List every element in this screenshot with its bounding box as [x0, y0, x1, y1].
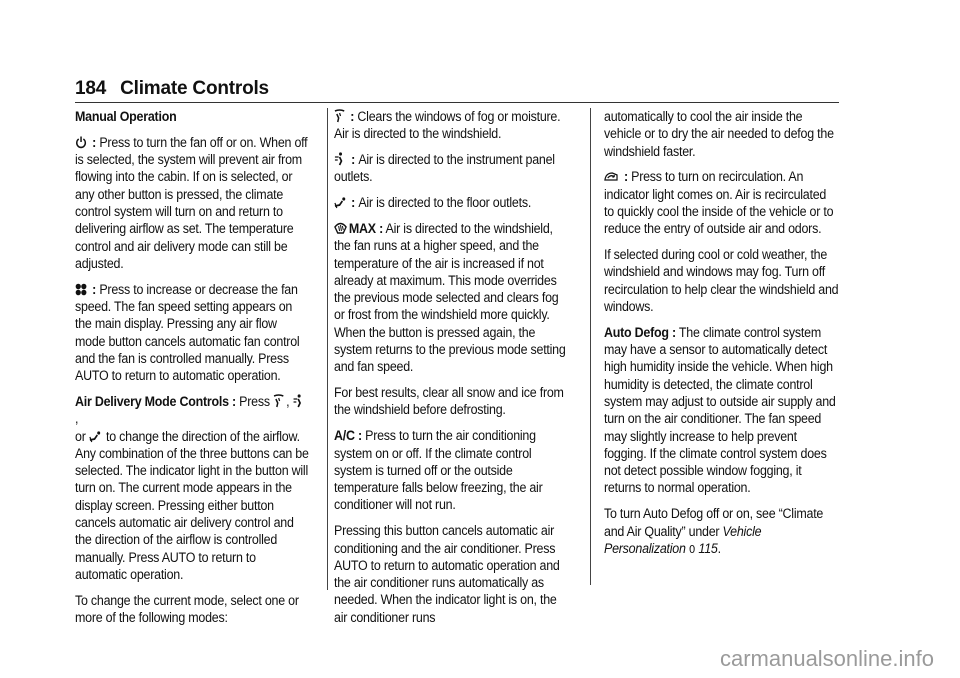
windshield-defrost-icon [334, 109, 345, 123]
paragraph-continued: automatically to cool the air inside the vehicle or to dry the air needed to defog the windshield faster. [604, 109, 834, 159]
max-defrost-icon [334, 221, 347, 235]
page-reference[interactable]: 115 [698, 540, 718, 556]
page-arrow-icon: 0 [688, 542, 696, 556]
header-rule [75, 102, 839, 103]
auto-defog-label: Auto Defog : [604, 324, 676, 340]
watermark: carmanualsonline.info [719, 646, 934, 671]
column-3 [604, 108, 838, 567]
page-header [75, 78, 839, 100]
vehicle-personalization-link[interactable]: Vehicle Personalization [604, 523, 762, 556]
page-title: Climate Controls [120, 78, 269, 99]
panel-vent-icon [293, 394, 305, 408]
max-label: MAX : [348, 220, 383, 236]
floor-vent-icon [334, 197, 346, 209]
paragraph-fan-off: : Press to turn the fan off or on. When off is selected, the system will prevent air from flowing into the cabin. If on is selected, or any other button is pressed, the climate control system will turn on and return to delivering airflow as set. The temperature control and air delivery mode can still be adjusted. [75, 134, 308, 271]
section-heading: Manual Operation [75, 109, 177, 124]
paragraph-change-mode: To change the current mode, select one or more of the following modes: [75, 592, 299, 626]
page-number: 184 [75, 78, 107, 99]
panel-vent-icon [334, 152, 346, 166]
ac-label: A/C : [334, 428, 362, 444]
power-icon [75, 136, 87, 149]
paragraph-pressing: Pressing this button cancels automatic air conditioning and the air conditioner. Press AUTO to return to automatic operation and the air conditioner runs automatically as needed. When the indicator light is on, the air conditioner runs [334, 523, 560, 625]
paragraph-max: MAX : Air is directed to the windshield, the fan runs at a higher speed, and the temperature of the air is increased if not already at maximum. This mode overrides the previous mode selected and clears fog or frost from the windshield more quickly. When the button is pressed again, the system returns to the previous mode setting and fan speed. [334, 220, 566, 375]
windshield-defrost-icon [273, 394, 284, 408]
recirculation-icon [604, 171, 619, 183]
paragraph-recirc: : Press to turn on recirculation. An indicator light comes on. Air is recirculated to quickly cool the inside of the vehicle or to reduce the entry of outside air and odors. [604, 169, 834, 237]
paragraph-air-delivery: Air Delivery Mode Controls : Press , , or to change the direction of the airflow. Any combination of the three buttons can be selected. The indicator light in the button will turn on. The current mode appears in the display screen. Pressing either button cancels automatic air delivery control and the direction of the airflow is controlled manually. Press AUTO to return to automatic operation. [75, 393, 309, 582]
column-divider [590, 108, 591, 585]
fan-icon [75, 283, 87, 296]
paragraph-toggle: To turn Auto Defog off or on, see “Climate and Air Quality” under Vehicle Personalization 0 115. [604, 506, 824, 556]
paragraph-auto-defog: Auto Defog : The climate control system may have a sensor to automatically detect high humidity inside the vehicle. When high humidity is detected, the climate control system may adjust to outside air supply and turn on the air conditioner. The fan speed may slightly increase to help prevent fogging. If the climate control system does not detect possible window fogging, it returns to normal operation. [604, 324, 836, 496]
paragraph-cold-weather: If selected during cool or cold weather, the windshield and windows may fog. Turn off recirculation to help clear the windshield and windows. [604, 247, 839, 314]
floor-vent-icon [89, 431, 101, 443]
paragraph-ac: A/C : Press to turn the air conditioning system on or off. If the climate control system is turned off or the outside temperature falls below freezing, the air conditioner will not run. [334, 428, 543, 513]
column-2 [334, 108, 568, 635]
paragraph-best-results: For best results, clear all snow and ice from the windshield before defrosting. [334, 385, 564, 418]
column-divider [327, 108, 328, 590]
paragraph-panel: : Air is directed to the instrument panel outlets. [334, 152, 555, 185]
paragraph-floor: : Air is directed to the floor outlets. [334, 194, 568, 211]
paragraph-windshield: : Clears the windows of fog or moisture. Air is directed to the windshield. [334, 109, 561, 142]
air-delivery-label: Air Delivery Mode Controls : [75, 393, 236, 409]
column-1 [75, 108, 309, 635]
paragraph-fan-speed: : Press to increase or decrease the fan speed. The fan speed setting appears on the main display. Pressing any air flow mode button cancels automatic fan control and the fan is controlled manually. Press AUTO to return to automatic operation. [75, 281, 300, 384]
